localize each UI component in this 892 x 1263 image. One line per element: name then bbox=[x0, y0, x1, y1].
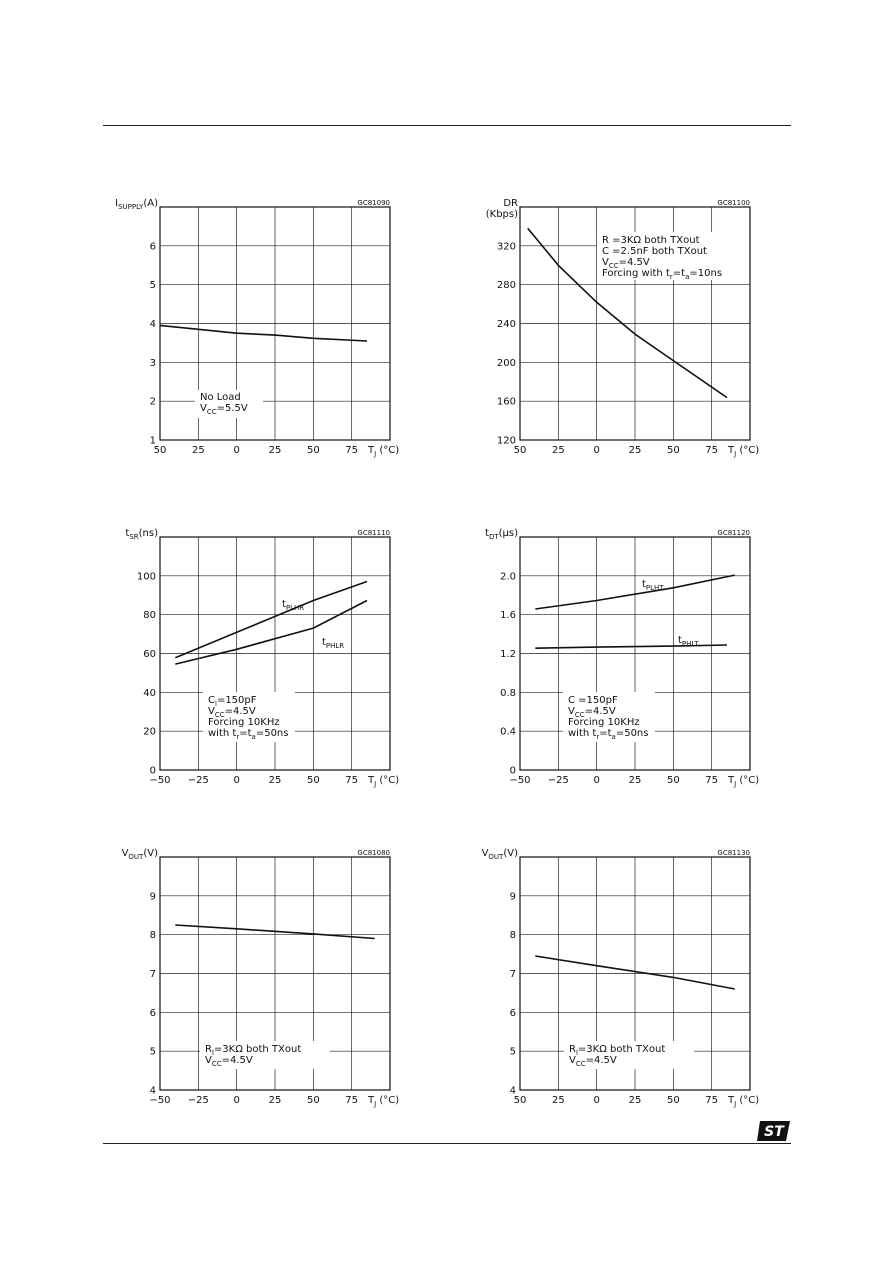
annotation-line-main: Forcing with t bbox=[602, 268, 670, 279]
y-tick-label: 7 bbox=[509, 969, 516, 980]
curve-label bbox=[642, 579, 664, 592]
x-axis-label-sub: J bbox=[734, 780, 737, 788]
y-tick-label: 1 bbox=[149, 435, 156, 447]
y-tick-label: 0.4 bbox=[500, 726, 516, 738]
annotation-line-rest: =t bbox=[599, 728, 612, 739]
annotation-line-main: V bbox=[602, 257, 609, 268]
y-tick-label: 60 bbox=[143, 649, 156, 660]
annotation-line-main: C bbox=[208, 695, 215, 706]
x-tick-label: −50 bbox=[149, 775, 171, 786]
y-axis-label-sub: OUT bbox=[128, 853, 144, 861]
annotation-line-main: Forcing 10KHz bbox=[208, 717, 280, 728]
annotation-line bbox=[200, 392, 241, 403]
y-axis-unit: (V) bbox=[143, 848, 158, 859]
y-tick-label: 20 bbox=[143, 726, 156, 738]
x-axis-label-main: T bbox=[728, 1095, 735, 1106]
x-tick-label: 75 bbox=[705, 775, 719, 786]
y-tick-label: 280 bbox=[496, 280, 516, 292]
chart-data-rate bbox=[470, 195, 770, 470]
y-axis-label-main: t bbox=[485, 528, 489, 539]
x-axis-label-sub: J bbox=[374, 450, 377, 458]
annotation-line-rest2: =50ns bbox=[615, 728, 649, 739]
y-axis-label bbox=[503, 198, 518, 209]
y-axis-label bbox=[115, 198, 158, 211]
x-axis-label-rest: (°C) bbox=[736, 775, 760, 786]
x-axis-label-main: T bbox=[368, 1095, 375, 1106]
x-tick-label: 50 bbox=[666, 445, 680, 456]
y-axis-label-main: DR bbox=[503, 198, 518, 209]
x-tick-label: 75 bbox=[345, 775, 359, 786]
figure-code: GC81100 bbox=[717, 199, 750, 207]
annotation-line-main: V bbox=[205, 1055, 212, 1066]
curve-label-sub: PLHT bbox=[645, 584, 664, 592]
curve-label bbox=[282, 599, 304, 612]
y-tick-label: 5 bbox=[149, 280, 156, 292]
figure-code: GC81080 bbox=[357, 849, 390, 857]
x-axis-label bbox=[367, 1095, 399, 1108]
x-axis-label bbox=[727, 775, 759, 788]
y-axis-unit: (V) bbox=[503, 848, 518, 859]
series-line-0 bbox=[160, 325, 367, 341]
annotation-line-rest: =4.5V bbox=[221, 1055, 253, 1066]
x-tick-label: −50 bbox=[149, 1095, 171, 1106]
x-tick-label: 0 bbox=[593, 775, 600, 786]
y-tick-label: 160 bbox=[496, 396, 516, 408]
y-tick-label: 7 bbox=[149, 969, 156, 980]
y-tick-label: 4 bbox=[149, 319, 156, 330]
annotation-line-sub: CC bbox=[211, 1060, 222, 1068]
annotation-line-rest: =3KΩ both TXout bbox=[213, 1044, 302, 1055]
annotation-line-main: C =150pF bbox=[568, 695, 618, 706]
x-tick-label: 50 bbox=[306, 445, 320, 456]
x-tick-label: 0 bbox=[233, 775, 240, 786]
top-rule bbox=[103, 125, 791, 126]
x-tick-label: 25 bbox=[191, 445, 205, 456]
figure-code: GC81120 bbox=[717, 529, 750, 537]
x-tick-label: 25 bbox=[268, 1095, 282, 1106]
y-axis-label-sub: SUPPLY bbox=[118, 203, 144, 211]
y-axis-label-sub: OUT bbox=[488, 853, 504, 861]
annotation-line-sub2: a bbox=[611, 733, 616, 741]
y-tick-label: 4 bbox=[509, 1085, 516, 1097]
y-tick-label: 3 bbox=[149, 357, 156, 369]
y-tick-label: 200 bbox=[496, 357, 516, 369]
x-axis-label-rest: (°C) bbox=[376, 775, 400, 786]
x-axis-label-sub: J bbox=[374, 1100, 377, 1108]
annotation-line-rest: =5.5V bbox=[216, 403, 248, 414]
x-tick-label: −25 bbox=[187, 1095, 209, 1106]
chart-vout-high bbox=[110, 845, 410, 1120]
annotation-line-main: R bbox=[569, 1044, 576, 1055]
x-tick-label: 0 bbox=[593, 1095, 600, 1106]
y-axis-label-sub: DT bbox=[488, 533, 499, 541]
annotation-line-rest: =4.5V bbox=[224, 706, 256, 717]
y-axis-unit: (µs) bbox=[498, 528, 518, 539]
x-axis-label-main: T bbox=[368, 445, 375, 456]
x-axis-label-sub: J bbox=[734, 1100, 737, 1108]
figure-code: GC81090 bbox=[357, 199, 390, 207]
x-tick-label: 50 bbox=[513, 445, 527, 456]
y-tick-label: 5 bbox=[149, 1046, 156, 1058]
annotation-line-main: Forcing 10KHz bbox=[568, 717, 640, 728]
annotation-line bbox=[568, 695, 618, 706]
curve-label-main: t bbox=[282, 599, 286, 610]
x-tick-label: 25 bbox=[268, 775, 282, 786]
y-axis-label bbox=[485, 528, 518, 541]
y-tick-label: 0 bbox=[509, 765, 516, 777]
annotation-line-main: V bbox=[569, 1055, 576, 1066]
x-axis-label bbox=[727, 445, 759, 458]
y-axis-unit: (Kbps) bbox=[485, 209, 518, 220]
x-tick-label: 50 bbox=[666, 1095, 680, 1106]
y-tick-label: 6 bbox=[149, 1007, 156, 1019]
x-axis-label-sub: J bbox=[734, 450, 737, 458]
annotation-line-main: V bbox=[200, 403, 207, 414]
y-tick-label: 0.8 bbox=[500, 687, 516, 699]
x-axis-label bbox=[367, 775, 399, 788]
curve-label-sub: PHLR bbox=[325, 642, 345, 650]
chart-delay-time bbox=[470, 525, 770, 800]
x-axis-label bbox=[367, 445, 399, 458]
annotation-line-rest: =4.5V bbox=[585, 1055, 617, 1066]
y-tick-label: 9 bbox=[149, 891, 156, 903]
chart-slew-rate bbox=[110, 525, 410, 800]
x-tick-label: 0 bbox=[233, 445, 240, 456]
annotation-line-main: R =3KΩ both TXout bbox=[602, 235, 700, 246]
x-tick-label: 75 bbox=[705, 445, 719, 456]
y-tick-label: 1.2 bbox=[500, 649, 516, 660]
chart-vout-low bbox=[470, 845, 770, 1120]
y-axis-label-main: V bbox=[121, 848, 129, 859]
chart-supply-current bbox=[110, 195, 410, 470]
annotation-line-sub: l bbox=[214, 700, 217, 708]
y-tick-label: 2.0 bbox=[500, 571, 516, 583]
annotation-line-sub: CC bbox=[214, 711, 225, 719]
x-tick-label: 0 bbox=[233, 1095, 240, 1106]
annotation-line-main: with t bbox=[568, 728, 597, 739]
annotation-line-sub: r bbox=[236, 733, 240, 741]
x-tick-label: 25 bbox=[628, 1095, 642, 1106]
x-axis-label-rest: (°C) bbox=[736, 445, 760, 456]
annotation-line-main: V bbox=[208, 706, 215, 717]
y-axis-label-main: t bbox=[125, 528, 130, 539]
annotation-line-sub: r bbox=[596, 733, 600, 741]
curve-label-main: t bbox=[642, 579, 646, 590]
bottom-rule bbox=[103, 1143, 791, 1144]
svg-text:ST: ST bbox=[764, 1124, 784, 1140]
annotation-line-sub: l bbox=[211, 1049, 214, 1057]
annotation-line-sub: CC bbox=[608, 262, 619, 270]
y-tick-label: 320 bbox=[496, 241, 516, 253]
y-tick-label: 9 bbox=[509, 891, 516, 903]
x-tick-label: 50 bbox=[666, 775, 680, 786]
figure-code: GC81110 bbox=[357, 529, 390, 537]
annotation-line-sub: CC bbox=[206, 408, 217, 416]
annotation-line-rest: =4.5V bbox=[584, 706, 616, 717]
x-axis-label-rest: (°C) bbox=[736, 1095, 760, 1106]
annotation-line-sub: CC bbox=[574, 711, 585, 719]
x-tick-label: 25 bbox=[551, 445, 565, 456]
annotation-line-main: V bbox=[568, 706, 575, 717]
x-tick-label: 50 bbox=[153, 445, 167, 456]
y-axis-label-main: V bbox=[481, 848, 489, 859]
y-tick-label: 40 bbox=[143, 687, 156, 699]
annotation-line bbox=[208, 717, 280, 728]
x-tick-label: −25 bbox=[547, 775, 569, 786]
x-tick-label: −50 bbox=[509, 775, 531, 786]
x-tick-label: 75 bbox=[345, 1095, 359, 1106]
annotation-line-sub2: a bbox=[685, 273, 690, 281]
y-axis-label bbox=[482, 848, 519, 861]
annotation-line-sub: l bbox=[575, 1049, 578, 1057]
annotation-line bbox=[568, 717, 640, 728]
curve-label-sub: PLHR bbox=[285, 604, 305, 612]
x-tick-label: 75 bbox=[705, 1095, 719, 1106]
y-axis-label bbox=[122, 848, 159, 861]
annotation-line-sub: r bbox=[669, 273, 673, 281]
annotation-line-rest: =4.5V bbox=[618, 257, 650, 268]
x-tick-label: 50 bbox=[306, 1095, 320, 1106]
y-tick-label: 8 bbox=[149, 930, 156, 942]
x-axis-label-main: T bbox=[728, 445, 735, 456]
y-tick-label: 100 bbox=[136, 571, 156, 583]
curve-label-main: t bbox=[322, 637, 326, 648]
annotation-line-main: C =2.5nF both TXout bbox=[602, 246, 707, 257]
y-tick-label: 1.6 bbox=[500, 610, 516, 622]
annotation-line-rest: =t bbox=[672, 268, 686, 279]
x-tick-label: 25 bbox=[268, 445, 282, 456]
annotation-line-rest: =t bbox=[239, 728, 252, 739]
x-axis-label-main: T bbox=[728, 775, 735, 786]
y-tick-label: 80 bbox=[143, 610, 156, 622]
x-axis-label-rest: (°C) bbox=[376, 1095, 400, 1106]
figure-code: GC81130 bbox=[717, 849, 750, 857]
x-tick-label: −25 bbox=[187, 775, 209, 786]
x-tick-label: 25 bbox=[628, 775, 642, 786]
y-axis-label-sub: SR bbox=[129, 533, 139, 541]
y-tick-label: 240 bbox=[496, 319, 516, 330]
y-tick-label: 120 bbox=[496, 435, 516, 447]
annotation-line-main: R bbox=[205, 1044, 212, 1055]
curve-label-main: t bbox=[678, 635, 682, 646]
curve-label bbox=[678, 635, 699, 648]
x-tick-label: 25 bbox=[551, 1095, 565, 1106]
x-tick-label: 50 bbox=[306, 775, 320, 786]
annotation-line bbox=[602, 246, 707, 257]
y-tick-label: 8 bbox=[509, 930, 516, 942]
y-tick-label: 0 bbox=[149, 765, 156, 777]
annotation-line-sub: CC bbox=[575, 1060, 586, 1068]
annotation-line-sub2: a bbox=[251, 733, 256, 741]
x-axis-label-main: T bbox=[368, 775, 375, 786]
y-axis-unit: (A) bbox=[143, 198, 158, 209]
x-tick-label: 50 bbox=[513, 1095, 527, 1106]
annotation-line bbox=[602, 235, 700, 246]
annotation-line-main: No Load bbox=[200, 392, 241, 403]
annotation-line-rest2: =50ns bbox=[255, 728, 289, 739]
x-axis-label-rest: (°C) bbox=[376, 445, 400, 456]
y-axis-unit: (ns) bbox=[138, 528, 158, 539]
x-tick-label: 0 bbox=[593, 445, 600, 456]
x-tick-label: 25 bbox=[628, 445, 642, 456]
y-axis-label bbox=[125, 528, 158, 541]
y-tick-label: 2 bbox=[149, 396, 156, 408]
y-axis-label-main: I bbox=[115, 198, 119, 209]
curve-label bbox=[322, 637, 344, 650]
x-axis-label-sub: J bbox=[374, 780, 377, 788]
annotation-line-main: with t bbox=[208, 728, 237, 739]
y-tick-label: 5 bbox=[509, 1046, 516, 1058]
y-tick-label: 6 bbox=[149, 241, 156, 253]
grid bbox=[160, 207, 390, 440]
x-tick-label: 75 bbox=[345, 445, 359, 456]
series-line-phlr bbox=[175, 601, 367, 665]
annotation-line-rest2: =10ns bbox=[689, 268, 723, 279]
annotation-line-rest: =150pF bbox=[216, 695, 257, 706]
st-logo-icon bbox=[757, 1120, 791, 1142]
curve-label-sub: PHLT bbox=[681, 640, 699, 648]
y-tick-label: 6 bbox=[509, 1007, 516, 1019]
y-tick-label: 4 bbox=[149, 1085, 156, 1097]
x-axis-label bbox=[727, 1095, 759, 1108]
annotation-line-rest: =3KΩ both TXout bbox=[577, 1044, 666, 1055]
